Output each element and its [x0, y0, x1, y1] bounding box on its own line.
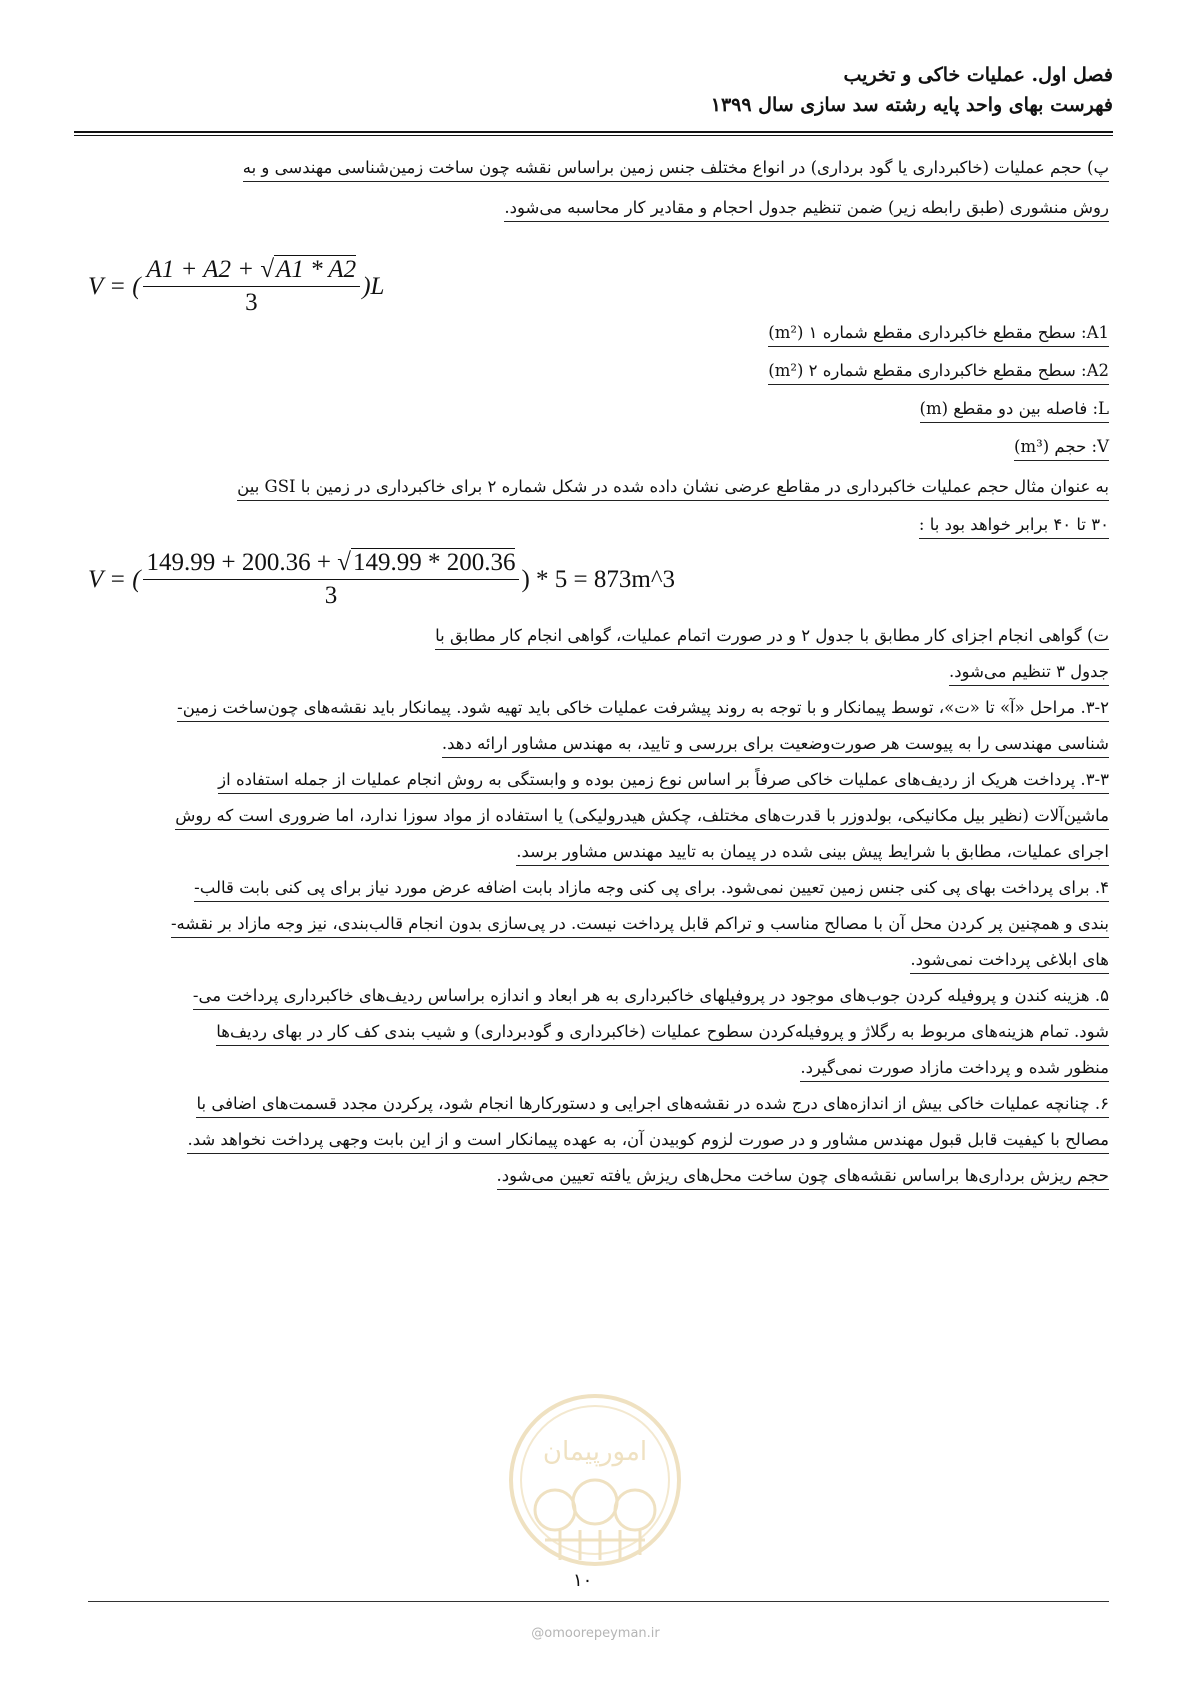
chapter-title: فصل اول. عملیات خاکی و تخریب [843, 64, 1113, 86]
site-watermark: @omoorepeyman.ir [531, 1626, 660, 1641]
paragraph-line: منظور شده و پرداخت مازاد صورت نمی‌گیرد. [800, 1057, 1109, 1082]
formula-lhs: V = ( [88, 272, 141, 300]
paragraph-line: ماشین‌آلات (نظیر بیل مکانیکی، بولدوزر با قدرت‌های مختلف، چکش هیدرولیکی) یا استفاده از مواد سوزا ندارد، اما ضروری است که روش [175, 805, 1109, 830]
formula-lhs: V = ( [88, 565, 141, 593]
numerator-terms: 149.99 + 200.36 + [146, 549, 338, 576]
formula-fraction [143, 547, 520, 612]
paragraph-line: ت) گواهی انجام اجزای کار مطابق با جدول ۲ و در صورت اتمام عملیات، گواهی انجام کار مطابق با [435, 625, 1109, 650]
paragraph-line: ۳-۳. پرداخت هریک از ردیف‌های عملیات خاکی صرفاً بر اساس نوع زمین بوده و وابستگی به روش انجام عملیات از جمله استفاده از [218, 769, 1109, 794]
paragraph-line: های ابلاغی پرداخت نمی‌شود. [910, 949, 1109, 974]
formula-rhs: ) * 5 = 873m^3 [521, 565, 676, 593]
paragraph-line: بندی و همچنین پر کردن محل آن با مصالح مناسب و تراکم قابل پرداخت نیست. در پی‌سازی بدون انجام قالب‌بندی، نیز وجه مازاد بر نقشه- [171, 913, 1109, 938]
paragraph-line: مصالح با کیفیت قابل قبول مهندس مشاور و در صورت لزوم کوبیدن آن، به عهده پیمانکار است و از این بابت وجهی پرداخت نخواهد شد. [187, 1129, 1109, 1154]
paragraph-line: جدول ۳ تنظیم می‌شود. [949, 661, 1109, 686]
watermark-text: امورپیمان [542, 1437, 648, 1467]
watermark-logo [505, 1390, 685, 1570]
paragraph-line: ۳۰ تا ۴۰ برابر خواهد بود با : [919, 514, 1109, 539]
paragraph-line: پ) حجم عملیات (خاکبرداری یا گود برداری) در انواع مختلف جنس زمین براساس نقشه چون ساخت زمین‌شناسی مهندسی و به [243, 157, 1109, 182]
definition-a2: A2: سطح مقطع خاکبرداری مقطع شماره ۲ (m²) [768, 360, 1109, 385]
header-rule-thick [74, 131, 1113, 133]
formula-denominator: 3 [245, 289, 258, 316]
paragraph-line: به عنوان مثال حجم عملیات خاکبرداری در مقاطع عرضی نشان داده شده در شکل شماره ۲ برای خاکبرداری در زمین با GSI بین [237, 476, 1109, 501]
formula-numerator [143, 547, 520, 580]
page-number: ۱۰ [573, 1570, 593, 1591]
paragraph-line: ۶. چنانچه عملیات خاکی بیش از اندازه‌های درج شده در نقشه‌های اجرایی و دستورکارها انجام شود، پرکردن مجدد قسمت‌های اضافی با [196, 1093, 1109, 1118]
page-header [73, 60, 1113, 120]
sqrt-icon: √ [260, 256, 275, 283]
volume-formula [88, 254, 384, 319]
header-rule-thin [74, 135, 1113, 136]
numerator-terms: A1 + A2 + [146, 256, 261, 283]
example-formula [88, 547, 675, 612]
definition-a1: A1: سطح مقطع خاکبرداری مقطع شماره ۱ (m²) [768, 322, 1109, 347]
definition-v: V: حجم (m³) [1014, 436, 1109, 461]
paragraph-line: شود. تمام هزینه‌های مربوط به رگلاژ و پروفیله‌کردن سطوح عملیات (خاکبرداری و گودبرداری) و شیب بندی کف کار در بهای ردیف‌ها [216, 1021, 1109, 1046]
paragraph-line: شناسی مهندسی را به پیوست هر صورت‌وضعیت برای بررسی و تایید، به مهندس مشاور ارائه دهد. [442, 733, 1109, 758]
sqrt-body: A1 * A2 [276, 256, 357, 283]
footer-rule [88, 1601, 1109, 1602]
paragraph-line: حجم ریزش برداری‌ها براساس نقشه‌های چون ساخت محل‌های ریزش یافته تعیین می‌شود. [497, 1165, 1109, 1190]
paragraph-line: ۵. هزینه کندن و پروفیله کردن جوب‌های موجود در پروفیلهای خاکبرداری به هر ابعاد و اندازه براساس ردیف‌های خاکبرداری پرداخت می- [193, 985, 1109, 1010]
sqrt-icon: √ [337, 549, 351, 576]
book-title: فهرست بهای واحد پایه رشته سد سازی سال ۱۳۹۹ [710, 94, 1113, 116]
paragraph-line: ۴. برای پرداخت بهای پی کنی جنس زمین تعیین نمی‌شود. برای پی کنی وجه مازاد بابت اضافه عرض مورد نیاز برای پی کنی بابت قالب- [194, 877, 1109, 902]
sqrt-body: 149.99 * 200.36 [352, 549, 516, 576]
paragraph-line: ۳-۲. مراحل «آ» تا «ت»، توسط پیمانکار و با توجه به روند پیشرفت عملیات خاکی باید تهیه شود. پیمانکار باید نقشه‌های چون‌ساخت زمین- [177, 697, 1109, 722]
formula-denominator: 3 [324, 582, 338, 609]
paragraph-line: اجرای عملیات، مطابق با شرایط پیش بینی شده در پیمان به تایید مهندس مشاور برسد. [516, 841, 1109, 866]
paragraph-line: روش منشوری (طبق رابطه زیر) ضمن تنظیم جدول احجام و مقادیر کار محاسبه می‌شود. [504, 197, 1109, 222]
definition-l: L: فاصله بین دو مقطع (m) [920, 398, 1109, 423]
formula-numerator [143, 254, 361, 287]
formula-fraction [143, 254, 361, 319]
formula-rhs: )L [362, 272, 385, 300]
